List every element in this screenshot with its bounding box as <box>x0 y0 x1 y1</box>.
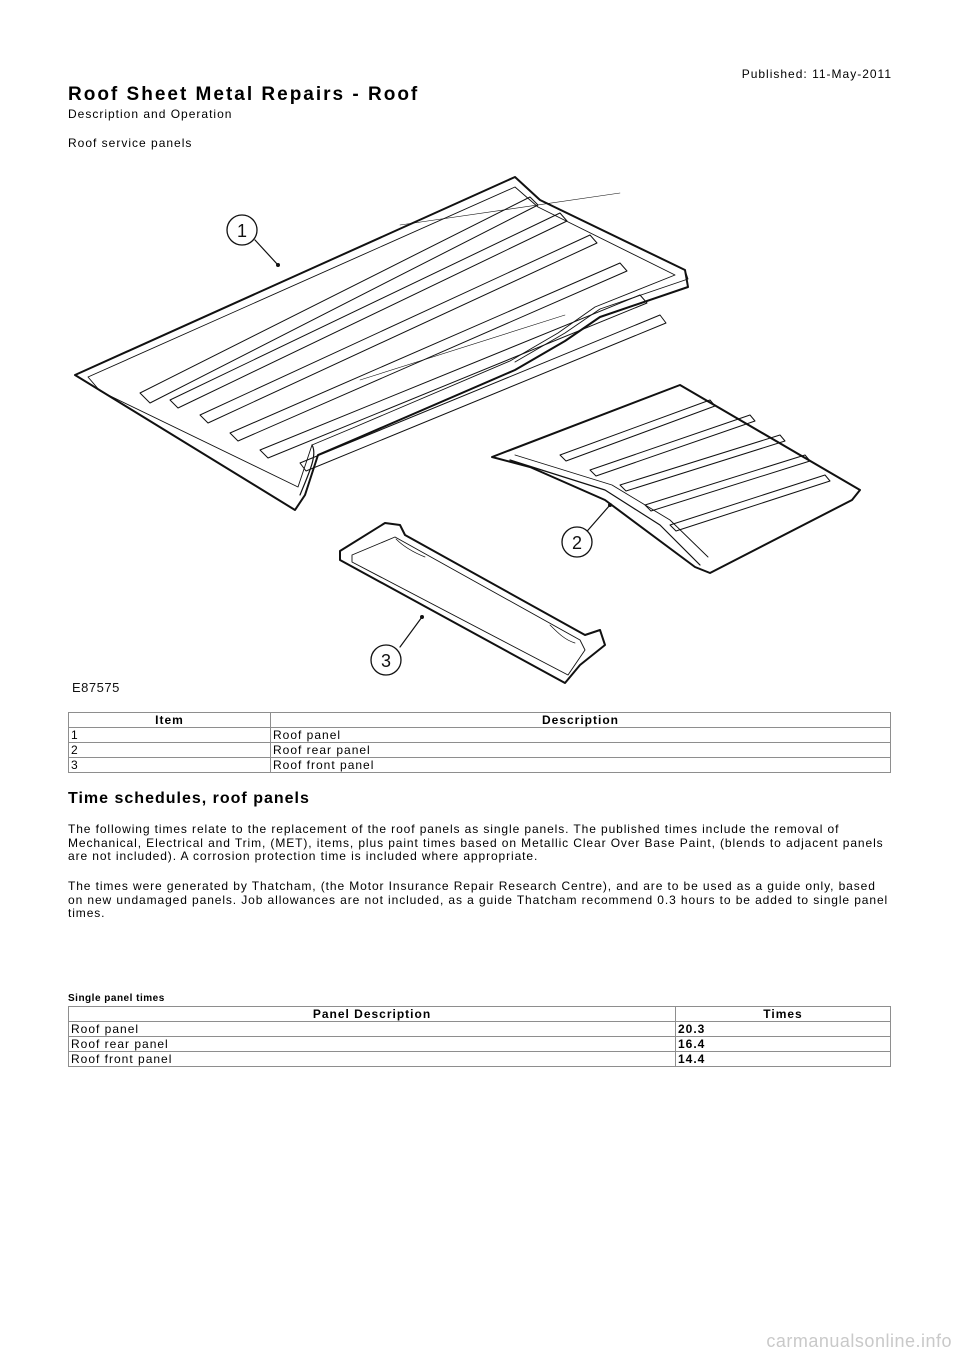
column-header-panel-description: Panel Description <box>69 1007 676 1022</box>
paragraph-thatcham-note: The times were generated by Thatcham, (the Motor Insurance Repair Research Centre), and are to be used as a guide only, based on new undamaged panels. Job allowances are not included, as a guide Thatcham recommend 0.3 hours to be added to single panel times. <box>68 879 889 920</box>
item-number: 2 <box>69 743 271 758</box>
watermark: carmanualsonline.info <box>766 1331 952 1351</box>
panel-time: 20.3 <box>676 1022 891 1037</box>
callout-1: 1 <box>236 221 248 241</box>
table-row <box>69 758 891 773</box>
items-table <box>68 712 891 773</box>
panel-name: Roof front panel <box>69 1052 676 1067</box>
item-number: 1 <box>69 728 271 743</box>
item-description: Roof front panel <box>271 758 891 773</box>
table-row <box>69 1022 891 1037</box>
callout-2: 2 <box>571 533 583 553</box>
roof-panels-illustration <box>60 155 900 700</box>
figure-code: E87575 <box>72 680 120 695</box>
intro-text: Roof service panels <box>68 136 193 150</box>
subsection-title: Single panel times <box>68 993 165 1004</box>
item-description: Roof panel <box>271 728 891 743</box>
table-row <box>69 743 891 758</box>
column-header-times: Times <box>676 1007 891 1022</box>
page-title: Roof Sheet Metal Repairs - Roof <box>68 84 420 105</box>
paragraph-times-description: The following times relate to the replacement of the roof panels as single panels. The published times include the removal of Mechanical, Electrical and Trim, (MET), items, plus paint times based on Metallic Clear Over Base Paint, (blends to adjacent panels are not included). A corrosion protection time is included where appropriate. <box>68 822 884 863</box>
section-title: Time schedules, roof panels <box>68 790 310 807</box>
table-row <box>69 1037 891 1052</box>
item-number: 3 <box>69 758 271 773</box>
table-header-row <box>69 1007 891 1022</box>
roof-rear-panel-drawing <box>492 385 860 573</box>
panel-time: 14.4 <box>676 1052 891 1067</box>
table-header-row <box>69 713 891 728</box>
callout-3: 3 <box>380 651 392 671</box>
table-row <box>69 728 891 743</box>
panel-name: Roof panel <box>69 1022 676 1037</box>
published-date: Published: 11-May-2011 <box>741 67 892 81</box>
panel-name: Roof rear panel <box>69 1037 676 1052</box>
column-header-description: Description <box>271 713 891 728</box>
table-row <box>69 1052 891 1067</box>
item-description: Roof rear panel <box>271 743 891 758</box>
roof-panels-drawing <box>60 155 900 700</box>
times-table <box>68 1006 891 1067</box>
panel-time: 16.4 <box>676 1037 891 1052</box>
page-subtitle: Description and Operation <box>68 107 233 121</box>
column-header-item: Item <box>69 713 271 728</box>
